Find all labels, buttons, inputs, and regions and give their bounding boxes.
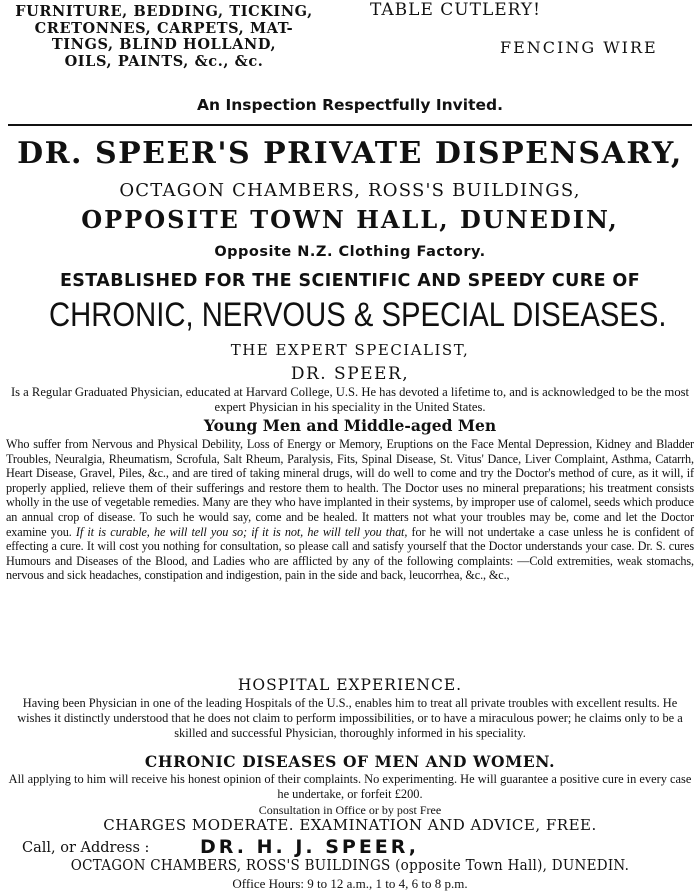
top-left-line-4: OILS, PAINTS, &c., &c.: [64, 52, 264, 70]
diseases-heading: CHRONIC, NERVOUS & SPECIAL DISEASES.: [49, 296, 667, 334]
address-line-2: OPPOSITE TOWN HALL, DUNEDIN,: [81, 205, 619, 234]
dispensary-title: DR. SPEER'S PRIVATE DISPENSARY,: [17, 136, 683, 171]
main-text-b: for he will not undertake a case unless he is confident of effecting a cure. It will cost you nothing for consultation, so please call and satisfy yourself that the Doctor understands your case. Dr. S. cures Humours and Diseases of the Blood, and Ladies who are afflicted by any of the following complaints: —Cold extremities, weak stomachs, nervous and sick headaches, constipation and indigestion, pain in the side and back, leucorrhea, &c., &c.,: [6, 524, 694, 583]
established-line: ESTABLISHED FOR THE SCIENTIFIC AND SPEEDY CURE OF: [59, 271, 641, 291]
top-left-line-1: FURNITURE, BEDDING, TICKING,: [15, 3, 313, 20]
top-left-line-3: TINGS, BLIND HOLLAND,: [51, 36, 277, 53]
main-text-a: Who suffer from Nervous and Physical Debility, Loss of Energy or Memory, Eruptions on the Face Mental Depression, Kidney and Bladder Troubles, Neuralgia, Rheumatism, Scrofula, Salt Rheum, Paralysis, Fits, Spinal Disease, St. Vitus' Dance, Liver Complaint, Asthma, Catarrh, Heart Disease, Gravel, Piles, &c., and are tired of taking mineral drugs, will do well to come and try the Doctor's method of cure, as it will, if properly applied, relieve them of their sufferings and restore them to health. The Doctor uses no mineral preparations; his treatment consists wholly in the use of vegetable remedies. Many are they who have implanted in their systems, by improper use of calomel, seeds which produce an annual crop of disease. To such he would say, come and be healed. It matters not what your troubles may be, come and let the Doctor examine you.: [6, 437, 694, 539]
office-hours: Office Hours: 9 to 12 a.m., 1 to 4, 6 to 8 p.m.: [232, 876, 468, 891]
fencing-wire: FENCING WIRE: [500, 38, 658, 57]
main-text-italic: If it is curable, he will tell you so; if it is not, he will tell you that,: [75, 524, 408, 539]
hospital-heading: HOSPITAL EXPERIENCE.: [237, 676, 463, 694]
chronic-heading: CHRONIC DISEASES OF MEN AND WOMEN.: [144, 752, 556, 771]
final-address: OCTAGON CHAMBERS, ROSS'S BUILDINGS (opposite Town Hall), DUNEDIN.: [70, 858, 630, 874]
young-men-heading: Young Men and Middle-aged Men: [203, 416, 497, 435]
expert-line: THE EXPERT SPECIALIST,: [230, 341, 470, 359]
address-line-1: OCTAGON CHAMBERS, ROSS'S BUILDINGS,: [119, 180, 581, 201]
address-line-3: Opposite N.Z. Clothing Factory.: [214, 244, 486, 260]
chronic-text: All applying to him will receive his honest opinion of their complaints. No experimenting. He will guarantee a positive cure in every case he undertake, or forfeit £200.: [8, 772, 692, 801]
dr-speer-line: DR. SPEER,: [290, 364, 410, 384]
table-cutlery: TABLE CUTLERY!: [370, 0, 541, 20]
call-name: DR. H. J. SPEER,: [200, 836, 419, 858]
consultation-line: Consultation in Office or by post Free: [258, 803, 442, 817]
top-left-line-2: CRETONNES, CARPETS, MAT-: [34, 19, 294, 37]
main-paragraph: [6, 437, 694, 583]
inspection-line: An Inspection Respectfully Invited.: [197, 96, 503, 114]
hospital-text: Having been Physician in one of the leading Hospitals of the U.S., enables him to treat all private troubles with excellent results. He wishes it distinctly understood that he does not claim to perform impossibilities, or to have a miraculous power; he claims only to be a skilled and successful Physician, thoroughly informed in his speciality.: [17, 696, 683, 740]
intro-text: Is a Regular Graduated Physician, educated at Harvard College, U.S. He has devoted a lifetime to, and is acknowledged to be the most expert Physician in his speciality in the United States.: [10, 385, 690, 414]
charges-line: CHARGES MODERATE. EXAMINATION AND ADVICE, FREE.: [103, 816, 597, 834]
divider-rule: [8, 124, 692, 126]
chronic-paragraph: [6, 772, 694, 802]
intro-paragraph: [8, 385, 692, 414]
top-left-block: [4, 4, 324, 70]
hospital-paragraph: [6, 696, 694, 740]
call-label: Call, or Address :: [22, 840, 150, 856]
